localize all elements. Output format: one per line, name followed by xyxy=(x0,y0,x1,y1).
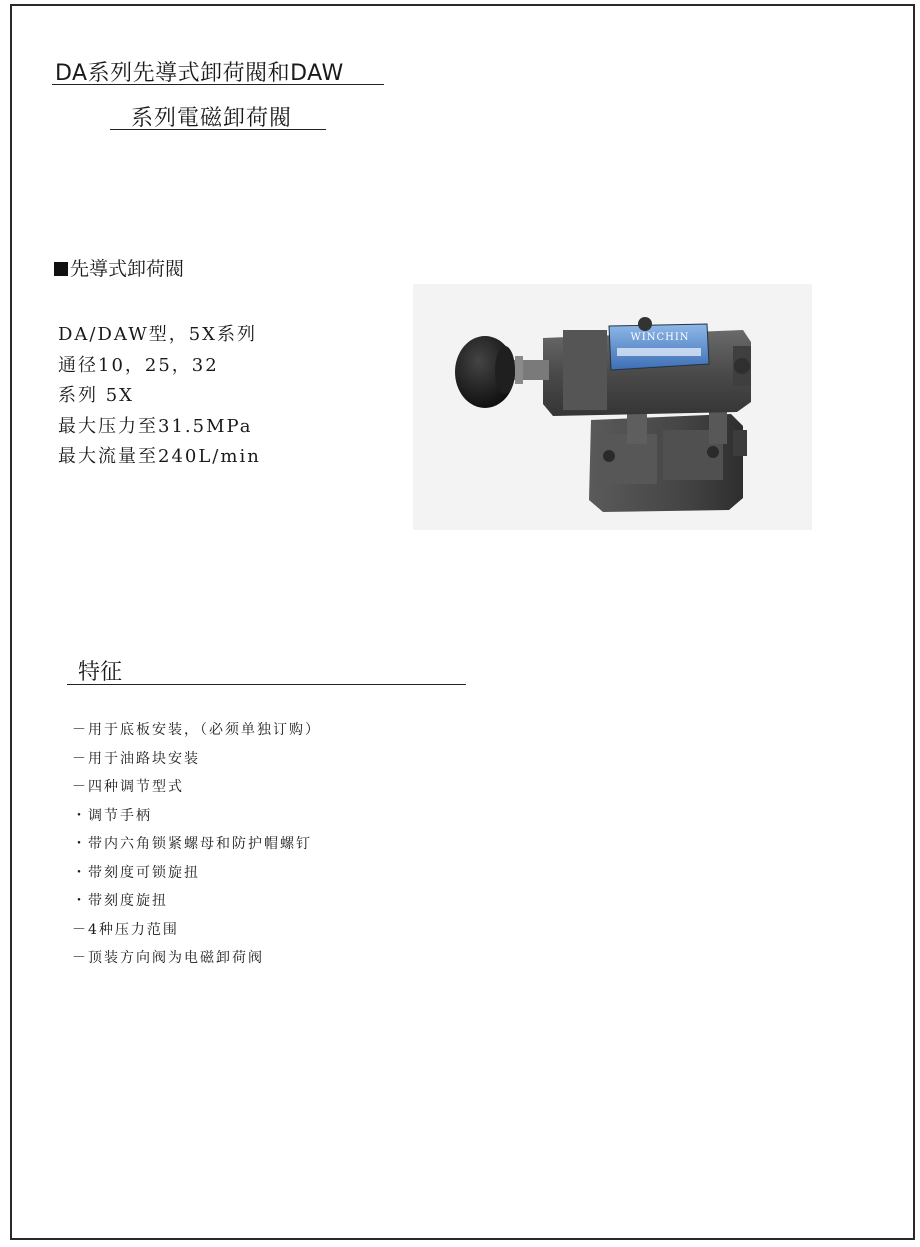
feature-item: ・调节手柄 xyxy=(72,807,152,824)
feature-item: －顶装方向阀为电磁卸荷阀 xyxy=(72,950,264,966)
spec-item: DA/DAW型，5X系列 xyxy=(58,324,257,345)
page-title-line2: 系列電磁卸荷閥 xyxy=(131,106,293,131)
page-title-line1: DA系列先導式卸荷閥和DAW xyxy=(55,61,344,86)
spec-item: 最大流量至240L/min xyxy=(58,446,261,467)
product-photo xyxy=(413,284,812,530)
title-underline-1 xyxy=(52,84,384,85)
feature-item: －四种调节型式 xyxy=(72,779,184,795)
spec-item: 通径10，25，32 xyxy=(58,354,219,376)
square-bullet-icon xyxy=(54,262,68,276)
page-frame xyxy=(10,4,915,1240)
features-title: 特征 xyxy=(78,660,123,685)
title-underline-2 xyxy=(110,129,326,130)
feature-item: －用于底板安装，（必须单独订购） xyxy=(72,722,321,738)
spec-item: 系列 5X xyxy=(58,385,134,406)
features-underline xyxy=(67,684,466,685)
feature-item: ・带刻度可锁旋扭 xyxy=(72,864,200,881)
spec-list xyxy=(58,320,261,473)
valve-image xyxy=(413,284,812,530)
feature-list xyxy=(72,716,321,973)
section-heading-text: 先導式卸荷閥 xyxy=(70,258,185,280)
spec-item: 最大压力至31.5MPa xyxy=(58,415,253,437)
feature-item: ・带内六角锁紧螺母和防护帽螺钉 xyxy=(72,836,312,852)
feature-item: －用于油路块安装 xyxy=(72,750,200,767)
feature-item: ・带刻度旋扭 xyxy=(72,893,168,909)
feature-item: －4种压力范围 xyxy=(72,921,179,938)
brand-plate-text: WINCHIN xyxy=(630,332,690,343)
section-heading xyxy=(54,254,184,281)
